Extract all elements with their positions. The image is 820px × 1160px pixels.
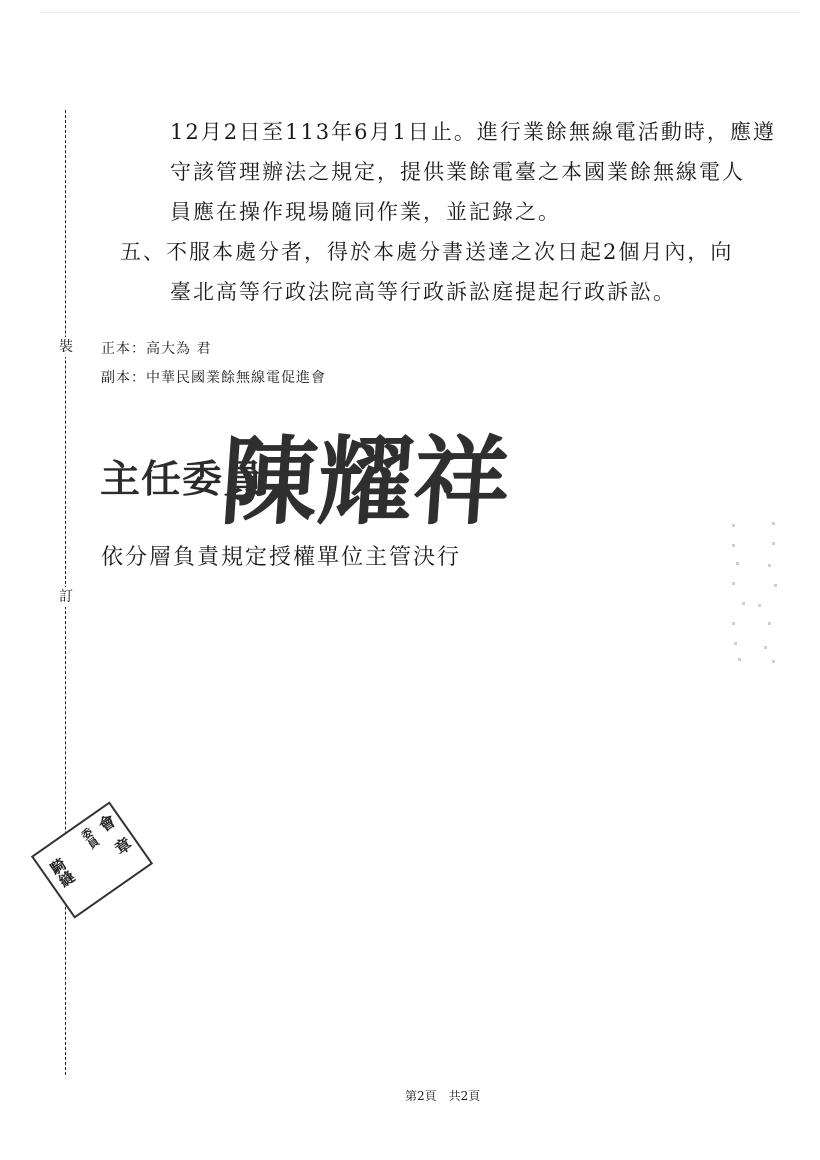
signature-name: 陳耀祥 [217,426,514,538]
scan-edge-line [40,12,800,13]
recipient-original: 正本：高大為 君 [101,341,212,357]
authorization-note: 依分層負責規定授權單位主管決行 [101,545,462,570]
body-line-3: 員應在操作現場隨同作業，並記錄之。 [170,200,561,224]
recipient-copy: 副本：中華民國業餘無線電促進會 [101,370,326,386]
item-5-line-2: 臺北高等行政法院高等行政訴訟庭提起行政訴訟。 [170,280,676,304]
page-number: 第2頁 共2頁 [405,1089,481,1103]
body-line-2: 守該管理辦法之規定，提供業餘電臺之本國業餘無線電人 [170,160,745,184]
seam-seal-stamp: 會 委員 騎縫 章 [31,801,153,918]
signature-title: 主任委員 [100,457,264,502]
scan-artifact-marks [728,518,788,668]
binding-mark-zhuang: 裝 [56,337,76,357]
item-5-line-1: 五、不服本處分者，得於本處分書送達之次日起2個月內，向 [120,240,734,264]
binding-mark-ding: 訂 [56,587,76,607]
body-line-1: 12月2日至113年6月1日止。進行業餘無線電活動時，應遵 [170,120,776,144]
